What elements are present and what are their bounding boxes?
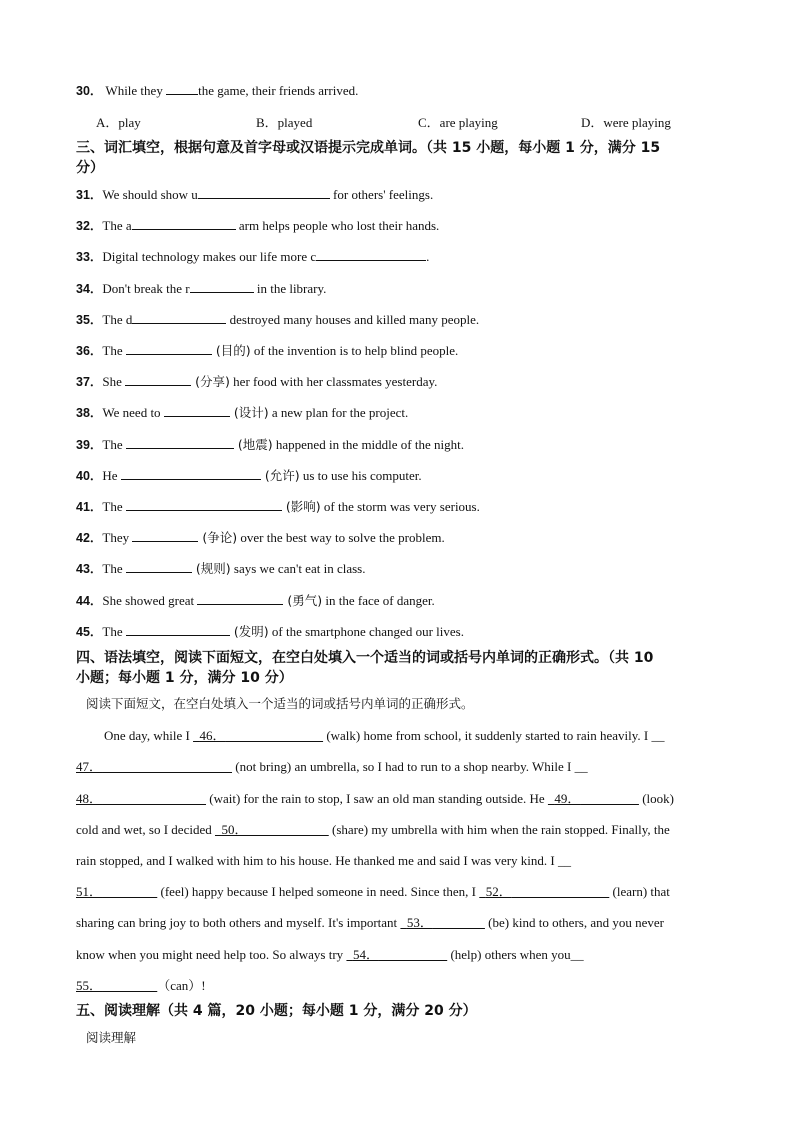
answer-blank[interactable] xyxy=(121,467,261,480)
section-4-title: 四、语法填空，阅读下面短文，在空白处填入一个适当的词或括号内单词的正确形式。（共 10 xyxy=(76,650,654,666)
vocab-question-35 xyxy=(76,311,479,329)
question-text: arm helps people who lost their hands. xyxy=(235,218,440,233)
question-text: the game, their friends arrived. xyxy=(198,83,359,98)
question-number: 40． xyxy=(76,469,103,483)
question-text: The xyxy=(102,561,126,576)
blank-50[interactable]: 50． xyxy=(221,822,248,837)
answer-blank[interactable] xyxy=(132,217,236,230)
answer-blank[interactable] xyxy=(316,248,426,261)
blank-53[interactable]: 53． xyxy=(406,915,433,930)
question-text: We need to xyxy=(102,405,164,420)
passage-line xyxy=(76,914,664,932)
answer-blank[interactable] xyxy=(164,404,230,417)
question-text: She xyxy=(102,374,126,389)
question-text: Digital technology makes our life more c xyxy=(102,249,317,264)
passage-line xyxy=(76,821,670,839)
vocab-question-36 xyxy=(76,342,458,360)
question-30 xyxy=(76,82,358,100)
blank-48[interactable]: 48． xyxy=(76,791,103,806)
vocab-question-33 xyxy=(76,248,429,266)
question-text: The xyxy=(102,624,126,639)
chinese-hint: (地震) xyxy=(237,437,273,452)
passage-text: (not bring) an umbrella, so I had to run to a shop nearby. While I __ xyxy=(232,759,588,774)
passage-text: One day, while I xyxy=(104,728,194,743)
passage-text: （can）! xyxy=(157,978,206,993)
question-text: in the library. xyxy=(253,281,327,296)
chinese-hint: (规则) xyxy=(195,561,231,576)
question-number: 44． xyxy=(76,594,103,608)
question-text: a new plan for the project. xyxy=(268,405,409,420)
passage-text: (walk) home from school, it suddenly started to rain heavily. I __ xyxy=(323,728,665,743)
passage-text: know when you might need help too. So always try xyxy=(76,947,347,962)
chinese-hint: (争论) xyxy=(202,530,238,545)
question-number: 45． xyxy=(76,625,103,639)
question-text: . xyxy=(426,249,430,264)
passage-line: rain stopped, and I walked with him to his house. He thanked me and said I was very kind. I __ xyxy=(76,853,571,868)
passage-line xyxy=(104,727,664,745)
question-number: 32． xyxy=(76,219,103,233)
blank-51[interactable]: 51． xyxy=(76,884,103,899)
option-b[interactable]: B．played xyxy=(256,115,313,130)
vocab-question-37 xyxy=(76,373,437,391)
question-text: The xyxy=(102,499,126,514)
passage-text: (learn) that xyxy=(609,884,670,899)
chinese-hint: (设计) xyxy=(233,405,269,420)
question-number: 37． xyxy=(76,375,103,389)
passage-line xyxy=(76,977,206,995)
question-text: The xyxy=(102,343,126,358)
question-number: 36． xyxy=(76,344,103,358)
chinese-hint: (影响) xyxy=(285,499,321,514)
passage-line xyxy=(76,790,674,808)
question-number: 38． xyxy=(76,406,103,420)
question-number: 43． xyxy=(76,562,103,576)
vocab-question-31 xyxy=(76,186,433,204)
passage-line xyxy=(76,883,670,901)
passage-text: (look) xyxy=(638,791,674,806)
question-text: While they xyxy=(105,83,167,98)
section-5-title: 五、阅读理解（共 4 篇，20 小题；每小题 1 分，满分 20 分） xyxy=(76,1003,477,1019)
answer-blank[interactable] xyxy=(125,373,191,386)
passage-line xyxy=(76,946,584,964)
option-a[interactable]: A．play xyxy=(96,115,141,130)
passage-text: (be) kind to others, and you never xyxy=(484,915,664,930)
blank-52[interactable]: 52． xyxy=(485,884,512,899)
vocab-question-40 xyxy=(76,467,422,485)
answer-blank[interactable] xyxy=(126,498,282,511)
answer-blank[interactable] xyxy=(126,560,192,573)
question-number: 34． xyxy=(76,282,103,296)
answer-blank[interactable] xyxy=(126,623,230,636)
question-text: The d xyxy=(102,312,133,327)
question-text: The xyxy=(102,437,126,452)
answer-blank[interactable] xyxy=(126,436,234,449)
question-text: of the storm was very serious. xyxy=(320,499,480,514)
blank-49[interactable]: 49． xyxy=(554,791,581,806)
chinese-hint: (分享) xyxy=(195,374,230,389)
answer-blank[interactable] xyxy=(198,186,330,199)
answer-blank[interactable] xyxy=(126,342,212,355)
question-number: 30． xyxy=(76,84,103,98)
vocab-question-34 xyxy=(76,280,326,298)
question-text: over the best way to solve the problem. xyxy=(237,530,445,545)
question-number: 41． xyxy=(76,500,103,514)
vocab-question-39 xyxy=(76,436,464,454)
chinese-hint: (勇气) xyxy=(287,593,323,608)
answer-blank[interactable] xyxy=(197,592,283,605)
section-3-title: 三、词汇填空，根据句意及首字母或汉语提示完成单词。（共 15 小题，每小题 1 分，满分 15 xyxy=(76,140,661,156)
passage-text: (feel) happy because I helped someone in need. Since then, I xyxy=(157,884,480,899)
chinese-hint: (允许) xyxy=(264,468,300,483)
question-number: 35． xyxy=(76,313,103,327)
blank-46[interactable]: 46． xyxy=(199,728,226,743)
vocab-question-43 xyxy=(76,560,365,578)
question-text: She showed great xyxy=(102,593,198,608)
question-text: in the face of danger. xyxy=(322,593,435,608)
vocab-question-38 xyxy=(76,404,408,422)
chinese-hint: (发明) xyxy=(233,624,269,639)
option-c[interactable]: C．are playing xyxy=(418,115,498,130)
vocab-question-44 xyxy=(76,592,435,610)
option-d[interactable]: D．were playing xyxy=(581,115,671,130)
vocab-question-45 xyxy=(76,623,464,641)
question-text: of the smartphone changed our lives. xyxy=(268,624,464,639)
answer-blank[interactable] xyxy=(132,529,198,542)
question-text: destroyed many houses and killed many people. xyxy=(226,312,480,327)
vocab-question-41 xyxy=(76,498,480,516)
section-4-title-cont: 小题；每小题 1 分，满分 10 分） xyxy=(76,670,293,686)
section-4-instruction: 阅读下面短文，在空白处填入一个适当的词或括号内单词的正确形式。 xyxy=(86,696,474,711)
question-text: for others' feelings. xyxy=(329,187,434,202)
passage-line xyxy=(76,758,588,776)
question-text: her food with her classmates yesterday. xyxy=(229,374,438,389)
question-text: Don't break the r xyxy=(102,281,190,296)
question-text: us to use his computer. xyxy=(299,468,422,483)
section-3-title-cont: 分） xyxy=(76,160,104,176)
vocab-question-42 xyxy=(76,529,445,547)
question-text: The a xyxy=(102,218,132,233)
blank-47[interactable]: 47． xyxy=(76,759,103,774)
question-text: We should show u xyxy=(102,187,198,202)
chinese-hint: (目的) xyxy=(215,343,251,358)
section-5-subtitle: 阅读理解 xyxy=(86,1030,137,1045)
question-text: of the invention is to help blind people. xyxy=(250,343,459,358)
question-text: They xyxy=(102,530,133,545)
question-text: He xyxy=(102,468,121,483)
question-number: 42． xyxy=(76,531,103,545)
passage-text: (help) others when you__ xyxy=(447,947,584,962)
passage-text: (wait) for the rain to stop, I saw an old man standing outside. He xyxy=(206,791,548,806)
question-number: 33． xyxy=(76,250,103,264)
passage-text: cold and wet, so I decided xyxy=(76,822,215,837)
blank-55[interactable]: 55． xyxy=(76,978,103,993)
question-number: 31． xyxy=(76,188,103,202)
vocab-question-32 xyxy=(76,217,439,235)
passage-text: (share) my umbrella with him when the rain stopped. Finally, the xyxy=(328,822,670,837)
blank-54[interactable]: 54． xyxy=(352,947,379,962)
question-text: happened in the middle of the night. xyxy=(272,437,464,452)
answer-blank[interactable] xyxy=(132,311,226,324)
answer-blank[interactable] xyxy=(190,280,254,293)
question-number: 39． xyxy=(76,438,103,452)
answer-blank[interactable] xyxy=(166,82,198,95)
question-text: says we can't eat in class. xyxy=(230,561,366,576)
passage-text: sharing can bring joy to both others and myself. It's important xyxy=(76,915,401,930)
